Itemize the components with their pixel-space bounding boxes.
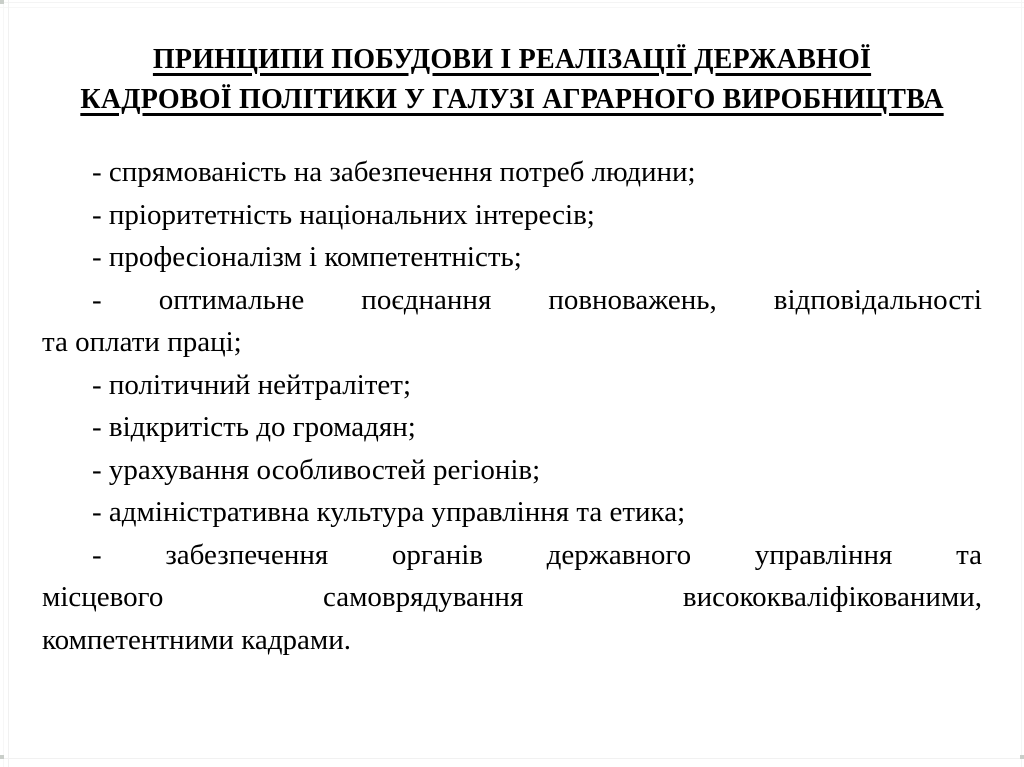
bullet-line: місцевого самоврядування висококваліфікованими, [42,581,982,613]
bullet-item-8 [42,491,982,534]
bullet-line: - відкритість до громадян; [92,411,416,443]
bullet-item-1 [42,151,982,194]
bullet-line: компетентними кадрами. [42,623,351,656]
slide-title [40,40,984,120]
corner-accent-bottom-left [0,755,4,759]
bullet-list [42,151,982,661]
frame-top-outer-line [0,2,1024,3]
bullet-line: - політичний нейтралітет; [92,368,412,401]
bullet-line: та оплати праці; [42,326,242,358]
bullet-line: - оптимальне поєднання повноважень, відповідальності [92,283,982,316]
bullet-line: - спрямованість на забезпечення потреб людини; [92,156,696,188]
frame-bottom-line [0,758,1024,759]
title-line-1: ПРИНЦИПИ ПОБУДОВИ І РЕАЛІЗАЦІЇ ДЕРЖАВНОЇ [152,44,872,75]
bullet-line: - адміністративна культура управління та етика; [92,496,686,528]
bullet-item-6 [42,406,982,449]
bullet-item-3 [42,236,982,279]
bullet-item-5 [42,364,982,407]
bullet-item-9 [42,534,982,662]
bullet-line: - забезпечення органів державного управління та [92,538,982,571]
frame-right-line [1021,0,1022,767]
bullet-item-2 [42,194,982,237]
frame-left-inner-line [8,0,9,767]
frame-left-outer-line [3,0,4,767]
bullet-line: - урахування особливостей регіонів; [92,453,541,486]
corner-accent-top-left [0,0,4,4]
corner-accent-bottom-right [1020,755,1024,759]
frame-top-inner-line [0,7,1024,8]
bullet-line: - пріоритетність національних інтересів; [92,198,595,231]
bullet-line: - професіоналізм і компетентність; [92,241,522,273]
bullet-item-7 [42,449,982,492]
title-line-2: КАДРОВОЇ ПОЛІТИКИ У ГАЛУЗІ АГРАРНОГО ВИРОБНИЦТВА [80,84,944,115]
bullet-item-4 [42,279,982,364]
